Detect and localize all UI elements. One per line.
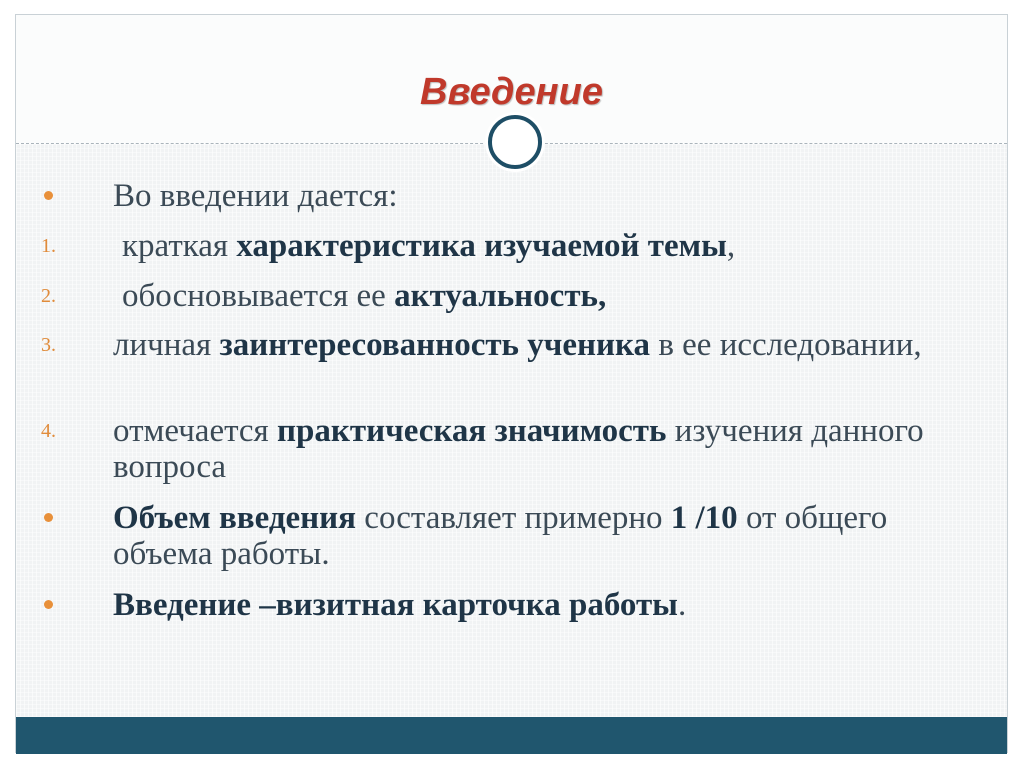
item-emphasis: заинтересованность ученика	[219, 327, 651, 363]
item-emphasis: 1 /10	[670, 500, 738, 536]
item-emphasis: характеристика изучаемой темы	[236, 228, 727, 264]
bullet-icon	[44, 513, 53, 522]
circle-ornament-icon	[488, 115, 542, 169]
item-emphasis: практическая значимость	[277, 413, 667, 449]
item-text: от общего объема работы.	[113, 500, 888, 572]
footer-bar	[16, 717, 1007, 754]
item-text: обосновывается ее	[122, 278, 395, 314]
list-number: 1.	[41, 235, 56, 257]
item-emphasis: актуальность,	[394, 278, 607, 314]
item-text: ,	[726, 228, 736, 264]
list-number: 2.	[41, 285, 56, 307]
item-emphasis: Введение –визитная карточка работы	[113, 587, 678, 623]
list-number: 3.	[41, 334, 56, 356]
item-emphasis: Объем введения	[113, 500, 357, 536]
item-text: краткая	[122, 228, 237, 264]
item-text: изучения данного вопроса	[113, 413, 924, 485]
list-number: 4.	[41, 420, 56, 442]
slide-title: Введение	[420, 71, 603, 113]
item-text: в ее исследовании,	[650, 327, 922, 363]
item-text: личная	[113, 327, 220, 363]
bullet-icon	[44, 600, 53, 609]
slide	[15, 14, 1008, 753]
item-text: составляет примерно	[356, 500, 671, 536]
bullet-icon	[44, 191, 53, 200]
content-area	[16, 144, 1007, 717]
item-text: .	[677, 587, 687, 623]
item-text: Во введении дается:	[113, 178, 398, 214]
item-text: отмечается	[113, 413, 277, 449]
